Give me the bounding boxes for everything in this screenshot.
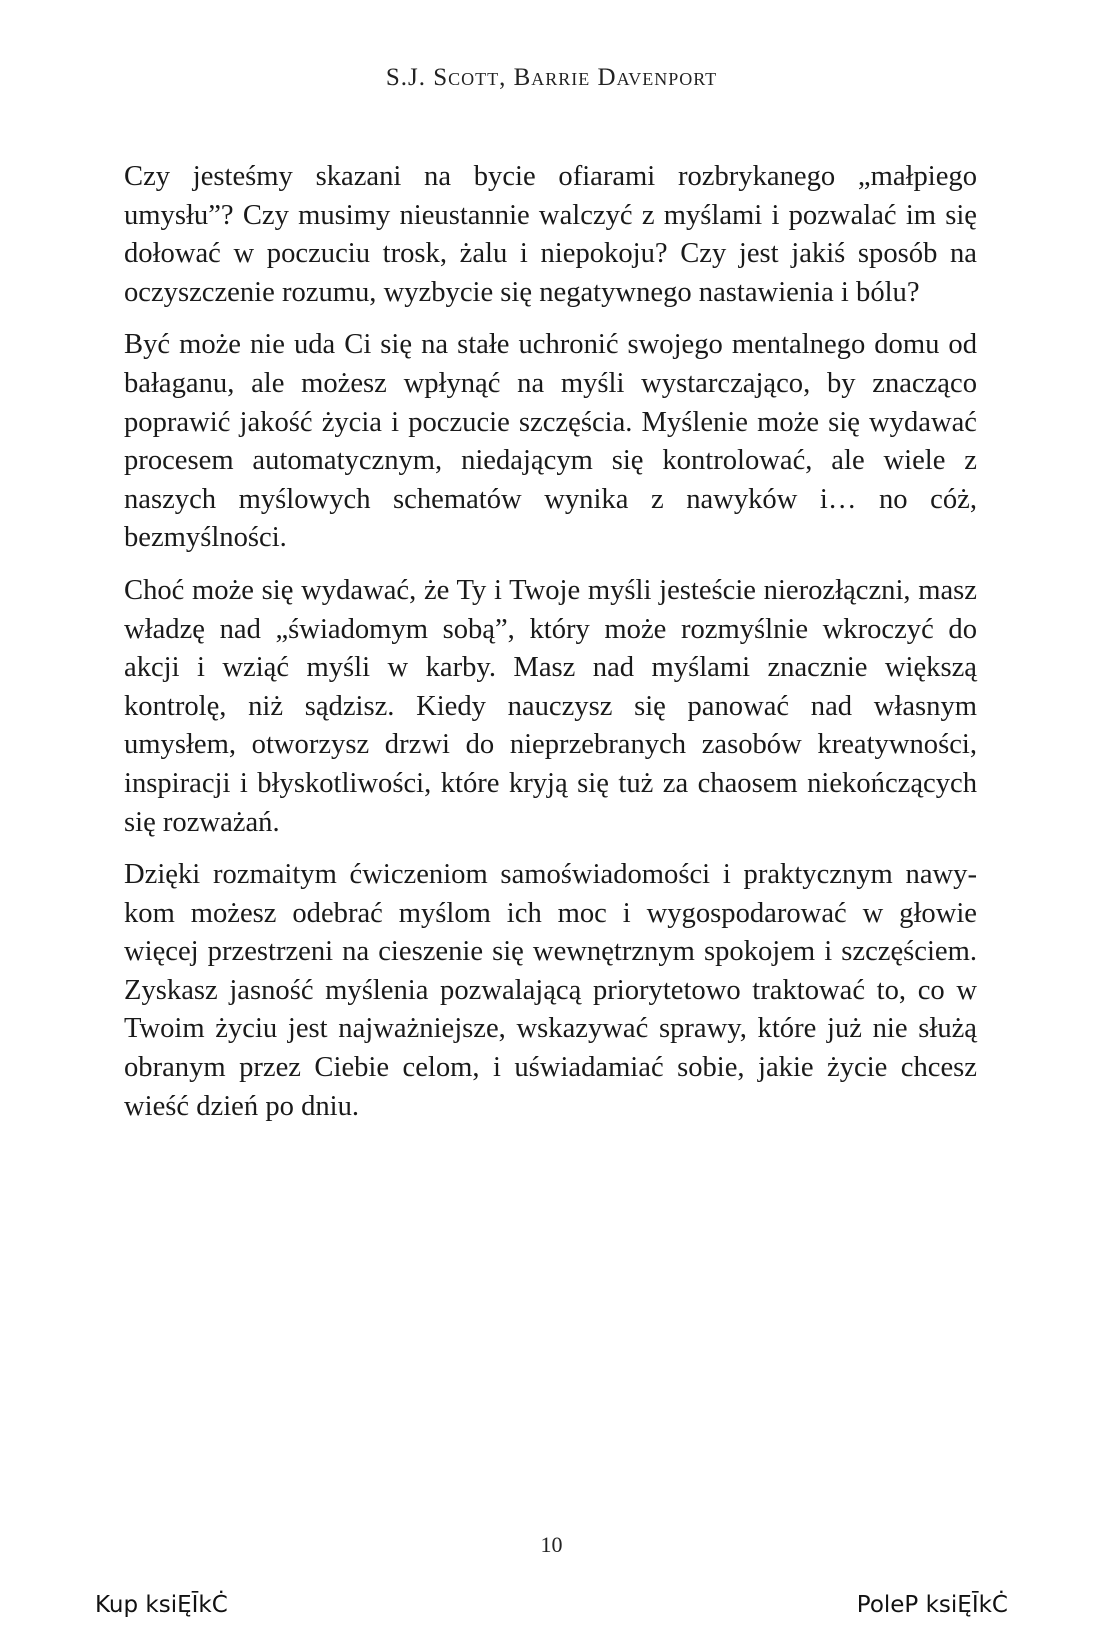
- body-text: [124, 158, 977, 1140]
- paragraph: Dzięki rozmaitym ćwiczeniom samoświadomości i praktycznym nawykom możesz odebrać myślom ich moc i wygospodarować w głowie więcej przestrzeni na cieszenie się wewnętrznym spokojem i szczęściem. Zyskasz jasność myślenia pozwalającą priorytetowo traktować to, co w Twoim życiu jest najważniejsze, wskazywać sprawy, które już nie służą obranym przez Ciebie celom, i uświadamiać sobie, jakie życie chcesz wieść dzień po dniu.: [124, 859, 977, 1122]
- running-header: S.J. Scott, Barrie Davenport: [385, 64, 718, 91]
- paragraph: Choć może się wydawać, że Ty i Twoje myśli jesteście nierozłączni, masz władzę nad „świadomym sobą”, który może rozmyślnie wkroczyć do akcji i wziąć myśli w karby. Masz nad myślami znacznie większą kontrolę, niż sądzisz. Kiedy nauczysz się panować nad własnym umysłem, otworzysz drzwi do nieprzebranych zasobów kreatywności, inspiracji i błyskotliwości, które kryją się tuż za chaosem niekończących się rozważań.: [124, 574, 977, 838]
- buy-book-link[interactable]: Kup ksiĘĪkĊ: [95, 1592, 228, 1618]
- paragraph: Czy jesteśmy skazani na bycie ofiarami rozbrykanego „małpiego umysłu”? Czy musimy nieustannie walczyć z myślami i pozwalać im się dołować w poczuciu trosk, żalu i niepokoju? Czy jest jakiś sposób na oczyszczenie rozumu, wyzbycie się negatywnego nastawienia i bólu?: [124, 161, 977, 308]
- page-number: 10: [540, 1532, 563, 1557]
- paragraph: Być może nie uda Ci się na stałe uchronić swojego mentalnego domu od bałaganu, ale możesz wpłynąć na myśli wystarczająco, by znacząco poprawić jakość życia i poczucie szczęścia. Myślenie może się wydawać procesem automatycznym, niedającym się kontrolować, ale wiele z naszych myślowych schematów wynika z nawyków i… no cóż, bezmyślności.: [124, 329, 977, 554]
- recommend-book-link[interactable]: PoleP ksiĘĪkĊ: [856, 1592, 1008, 1618]
